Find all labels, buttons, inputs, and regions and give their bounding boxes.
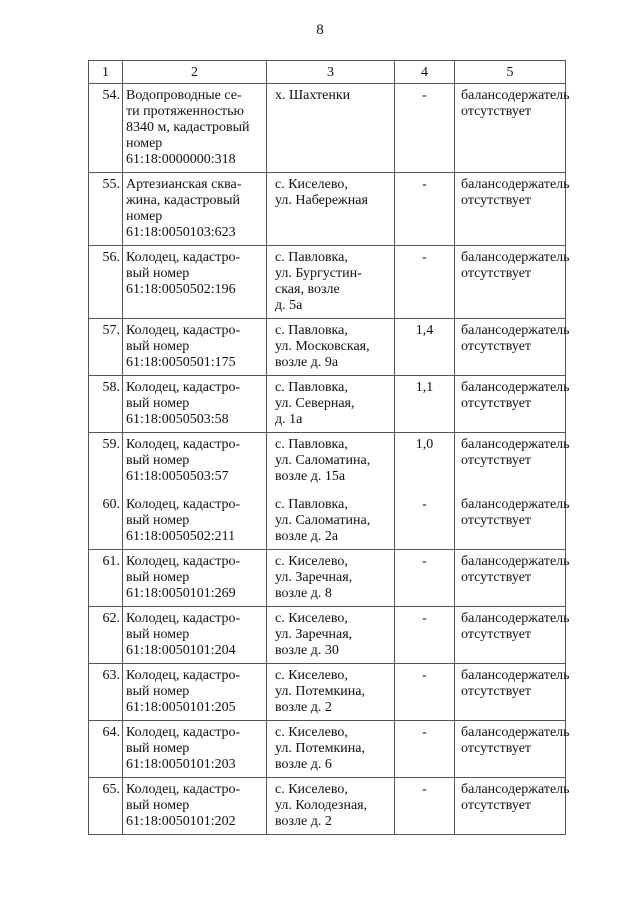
table-row [89, 84, 566, 173]
object-address-line: возле д. 2 [275, 814, 332, 829]
object-description-line: вый номер [126, 339, 190, 354]
object-length: - [395, 173, 455, 246]
object-owner-line: отсутствует [461, 570, 532, 585]
object-address-line: ул. Саломатина, [275, 453, 371, 468]
row-number: 63. [89, 664, 123, 721]
object-length: 1,1 [395, 376, 455, 433]
object-description-line: 61:18:0050503:57 [126, 469, 229, 484]
table-body [89, 84, 570, 835]
object-owner-line: балансодержатель [461, 782, 570, 797]
object-address [267, 376, 395, 433]
object-address-line: ул. Потемкина, [275, 684, 365, 699]
object-owner-line: балансодержатель [461, 668, 570, 683]
object-owner-line: балансодержатель [461, 437, 570, 452]
object-address-line: с. Павловка, [275, 497, 348, 512]
object-description-line: 61:18:0050502:196 [126, 282, 236, 297]
object-description-line: Колодец, кадастро- [126, 782, 241, 797]
object-address-line: возле д. 8 [275, 586, 332, 601]
object-address-line: ул. Саломатина, [275, 513, 371, 528]
object-address-line: ул. Заречная, [275, 627, 353, 642]
object-owner-line: отсутствует [461, 684, 532, 699]
object-address-line: ская, возле [275, 282, 340, 297]
object-owner-line: отсутствует [461, 513, 532, 528]
object-description [123, 550, 267, 607]
object-address [267, 607, 395, 664]
object-address-line: д. 1а [275, 412, 303, 427]
row-number: 54. [89, 84, 123, 173]
column-header: 1 [89, 61, 123, 84]
object-owner-line: балансодержатель [461, 380, 570, 395]
table-header-row [89, 61, 566, 84]
object-description-line: вый номер [126, 741, 190, 756]
table-row [89, 550, 566, 607]
object-address [267, 721, 395, 778]
object-description [123, 319, 267, 376]
object-address-line: ул. Заречная, [275, 570, 353, 585]
object-owner [455, 319, 570, 376]
row-number: 55. [89, 173, 123, 246]
object-description-line: вый номер [126, 266, 190, 281]
table-row [89, 664, 566, 721]
object-address-line: возле д. 2а [275, 529, 339, 544]
object-owner-line: балансодержатель [461, 250, 570, 265]
object-length: 1,0 [395, 433, 455, 494]
object-address-line: с. Киселево, [275, 177, 348, 192]
object-description-line: Колодец, кадастро- [126, 497, 241, 512]
object-owner-line: отсутствует [461, 396, 532, 411]
object-description [123, 493, 267, 550]
row-number: 62. [89, 607, 123, 664]
object-owner-line: отсутствует [461, 627, 532, 642]
object-owner [455, 376, 570, 433]
object-description-line: 61:18:0000000:318 [126, 152, 236, 167]
object-owner-line: отсутствует [461, 741, 532, 756]
object-owner [455, 607, 570, 664]
column-header: 2 [123, 61, 267, 84]
object-owner [455, 433, 570, 494]
table-row [89, 319, 566, 376]
object-address-line: с. Павловка, [275, 323, 348, 338]
table-row [89, 433, 566, 494]
object-description-line: Колодец, кадастро- [126, 611, 241, 626]
table-row [89, 493, 566, 550]
object-description-line: Колодец, кадастро- [126, 323, 241, 338]
object-owner-line: отсутствует [461, 266, 532, 281]
object-address [267, 550, 395, 607]
row-number: 57. [89, 319, 123, 376]
object-description-line: жина, кадастровый [126, 193, 241, 208]
object-description [123, 84, 267, 173]
object-length: - [395, 493, 455, 550]
object-description-line: 61:18:0050502:211 [126, 529, 236, 544]
object-address-line: с. Киселево, [275, 668, 348, 683]
column-header: 3 [267, 61, 395, 84]
object-description-line: 61:18:0050101:203 [126, 757, 236, 772]
object-length: - [395, 550, 455, 607]
object-length: - [395, 607, 455, 664]
object-owner-line: балансодержатель [461, 177, 570, 192]
object-address [267, 778, 395, 835]
object-owner [455, 84, 570, 173]
object-address-line: с. Киселево, [275, 611, 348, 626]
row-number: 56. [89, 246, 123, 319]
property-table [88, 60, 570, 835]
object-length: - [395, 246, 455, 319]
object-address [267, 246, 395, 319]
object-length: 1,4 [395, 319, 455, 376]
column-header: 5 [455, 61, 566, 84]
row-number: 65. [89, 778, 123, 835]
object-description-line: номер [126, 136, 163, 151]
object-owner-line: балансодержатель [461, 611, 570, 626]
object-description [123, 433, 267, 494]
object-length: - [395, 84, 455, 173]
object-description [123, 778, 267, 835]
object-address-line: с. Павловка, [275, 437, 348, 452]
object-description-line: Колодец, кадастро- [126, 437, 241, 452]
object-address-line: ул. Потемкина, [275, 741, 365, 756]
object-address-line: с. Павловка, [275, 380, 348, 395]
object-owner-line: отсутствует [461, 104, 532, 119]
object-owner-line: балансодержатель [461, 725, 570, 740]
object-address-line: с. Павловка, [275, 250, 348, 265]
object-description [123, 376, 267, 433]
object-address-line: д. 5а [275, 298, 303, 313]
object-address-line: с. Киселево, [275, 782, 348, 797]
object-description [123, 246, 267, 319]
object-description-line: Водопроводные се- [126, 88, 242, 103]
object-address-line: возле д. 6 [275, 757, 332, 772]
object-owner [455, 721, 570, 778]
object-owner [455, 664, 570, 721]
object-description-line: 61:18:0050101:205 [126, 700, 236, 715]
object-description [123, 664, 267, 721]
table-row [89, 778, 566, 835]
object-address [267, 319, 395, 376]
object-address [267, 433, 395, 494]
table-row [89, 607, 566, 664]
object-description-line: Колодец, кадастро- [126, 380, 241, 395]
object-description-line: вый номер [126, 684, 190, 699]
object-address-line: ул. Колодезная, [275, 798, 368, 813]
object-description-line: Колодец, кадастро- [126, 250, 241, 265]
object-description-line: Колодец, кадастро- [126, 554, 241, 569]
object-description-line: вый номер [126, 396, 190, 411]
object-description-line: 61:18:0050503:58 [126, 412, 229, 427]
column-header: 4 [395, 61, 455, 84]
object-owner-line: балансодержатель [461, 88, 570, 103]
object-owner-line: отсутствует [461, 453, 532, 468]
row-number: 61. [89, 550, 123, 607]
object-address-line: ул. Бургустин- [275, 266, 362, 281]
object-address-line: х. Шахтенки [275, 88, 351, 103]
object-owner [455, 173, 570, 246]
object-owner-line: отсутствует [461, 339, 532, 354]
object-description-line: вый номер [126, 798, 190, 813]
object-address [267, 173, 395, 246]
object-address-line: возле д. 15а [275, 469, 346, 484]
object-owner-line: балансодержатель [461, 497, 570, 512]
object-address-line: возле д. 2 [275, 700, 332, 715]
row-number: 59. [89, 433, 123, 494]
object-address-line: ул. Московская, [275, 339, 370, 354]
object-address [267, 84, 395, 173]
object-description-line: Колодец, кадастро- [126, 725, 241, 740]
object-description-line: 61:18:0050501:175 [126, 355, 236, 370]
object-owner [455, 493, 570, 550]
object-description-line: 61:18:0050101:269 [126, 586, 236, 601]
object-description-line: вый номер [126, 627, 190, 642]
object-owner-line: отсутствует [461, 193, 532, 208]
object-description-line: номер [126, 209, 163, 224]
object-description [123, 173, 267, 246]
object-address-line: с. Киселево, [275, 725, 348, 740]
object-address [267, 493, 395, 550]
object-owner-line: отсутствует [461, 798, 532, 813]
object-address-line: ул. Северная, [275, 396, 355, 411]
object-length: - [395, 721, 455, 778]
table-row [89, 246, 566, 319]
row-number: 58. [89, 376, 123, 433]
object-description [123, 607, 267, 664]
object-address-line: возле д. 30 [275, 643, 339, 658]
object-description-line: вый номер [126, 513, 190, 528]
object-description-line: 61:18:0050101:204 [126, 643, 236, 658]
table-row [89, 173, 566, 246]
object-owner-line: балансодержатель [461, 554, 570, 569]
object-description-line: Артезианская сква- [126, 177, 242, 192]
object-description-line: ти протяженностью [126, 104, 245, 119]
row-number: 60. [89, 493, 123, 550]
object-description-line: вый номер [126, 570, 190, 585]
object-length: - [395, 778, 455, 835]
object-address-line: ул. Набережная [275, 193, 368, 208]
object-description-line: вый номер [126, 453, 190, 468]
object-description-line: 61:18:0050101:202 [126, 814, 236, 829]
object-description-line: 61:18:0050103:623 [126, 225, 236, 240]
table-row [89, 376, 566, 433]
object-address-line: с. Киселево, [275, 554, 348, 569]
object-description-line: 8340 м, кадастровый [126, 120, 250, 135]
object-owner-line: балансодержатель [461, 323, 570, 338]
object-owner [455, 778, 570, 835]
row-number: 64. [89, 721, 123, 778]
table-row [89, 721, 566, 778]
object-description-line: Колодец, кадастро- [126, 668, 241, 683]
object-address-line: возле д. 9а [275, 355, 339, 370]
object-length: - [395, 664, 455, 721]
page-number: 8 [316, 22, 324, 38]
object-address [267, 664, 395, 721]
object-owner [455, 550, 570, 607]
object-owner [455, 246, 570, 319]
object-description [123, 721, 267, 778]
